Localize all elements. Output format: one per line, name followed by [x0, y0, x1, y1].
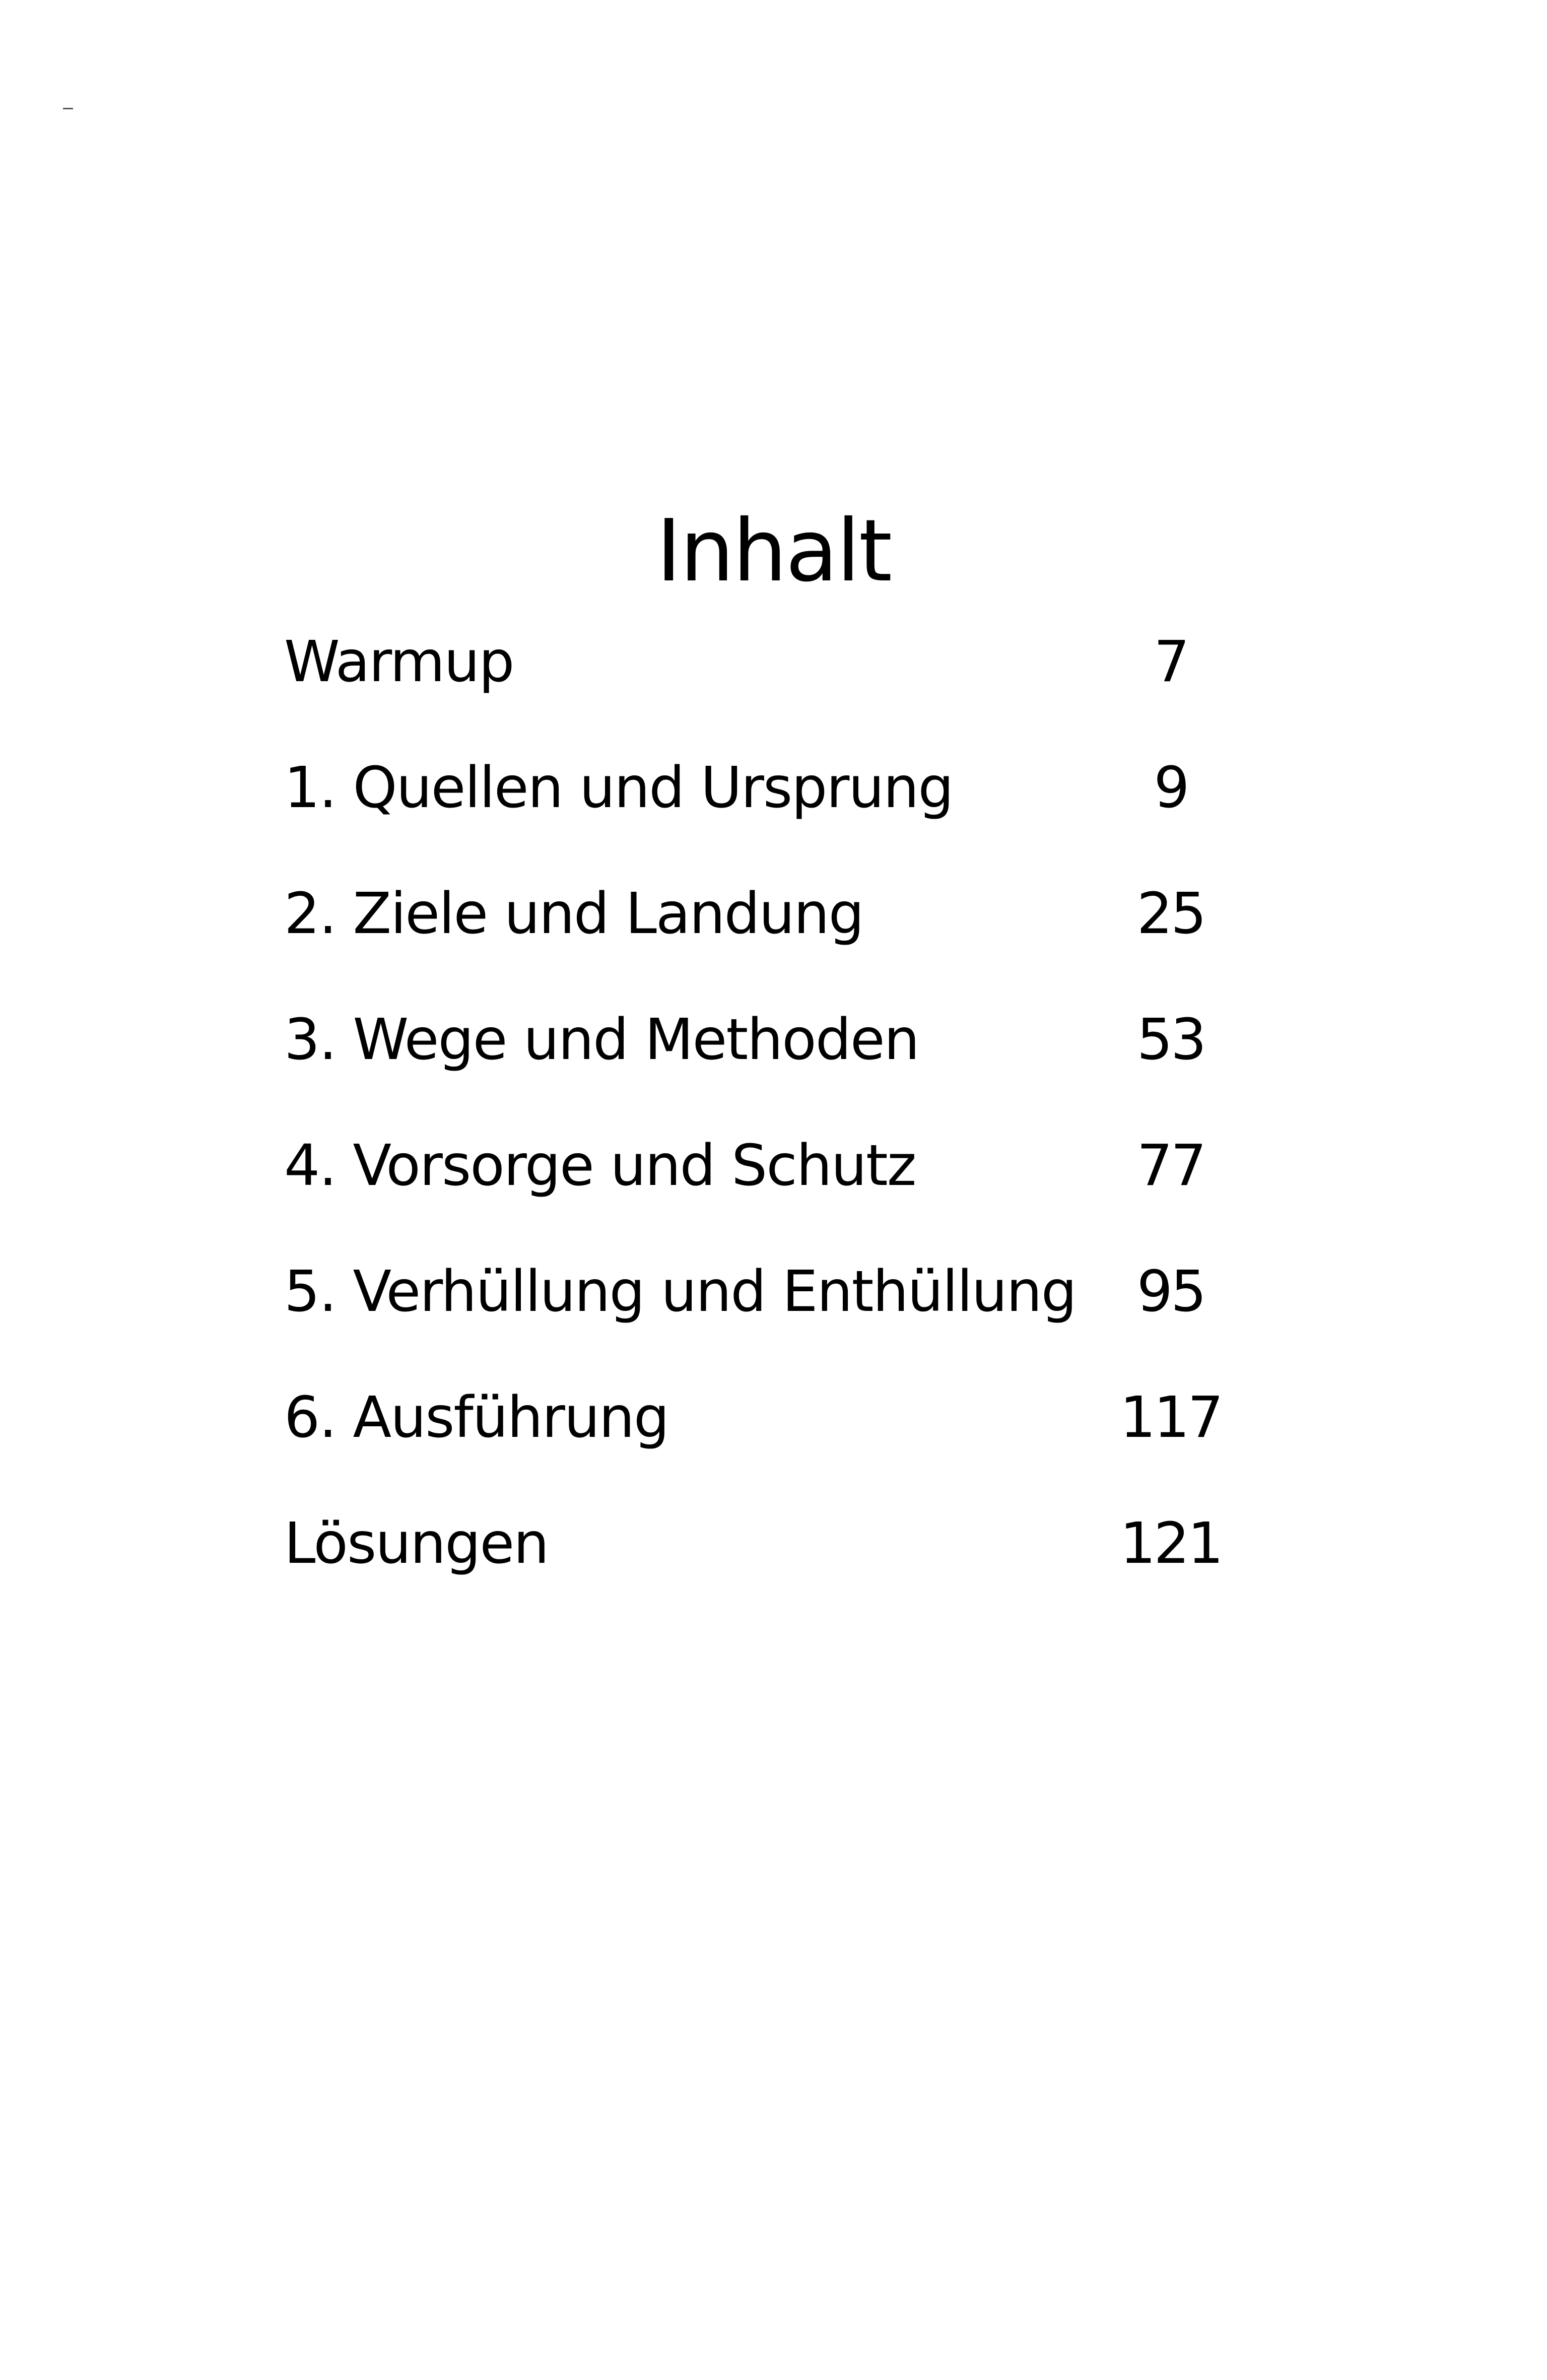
toc-entry-label: 2. Ziele und Landung: [284, 881, 863, 947]
toc-entry-chapter-1[interactable]: [284, 748, 1241, 874]
toc-entry-label: Warmup: [284, 629, 514, 695]
toc-entry-label: 5. Verhüllung und Enthüllung: [284, 1259, 1076, 1325]
toc-entry-page-number: 95: [1136, 1259, 1205, 1325]
toc-entry-page-number: 121: [1120, 1511, 1222, 1576]
toc-entry-chapter-3[interactable]: [284, 1000, 1241, 1126]
toc-entry-label: 1. Quellen und Ursprung: [284, 755, 953, 821]
toc-entry-label: 3. Wege und Methoden: [284, 1007, 919, 1073]
toc-entry-page-number: 77: [1136, 1133, 1205, 1199]
toc-entry-warmup[interactable]: [284, 622, 1241, 748]
corner-mark: [63, 108, 73, 109]
toc-entry-label: 4. Vorsorge und Schutz: [284, 1133, 916, 1199]
toc-entry-label: 6. Ausführung: [284, 1385, 668, 1450]
toc-entry-page-number: 9: [1154, 755, 1188, 821]
toc-entry-page-number: 7: [1154, 629, 1188, 695]
toc-entry-page-number: 53: [1136, 1007, 1205, 1073]
toc-entry-label: Lösungen: [284, 1511, 549, 1576]
toc-entry-chapter-2[interactable]: [284, 874, 1241, 1000]
toc-entry-solutions[interactable]: [284, 1503, 1241, 1629]
toc-entry-chapter-6[interactable]: [284, 1377, 1241, 1503]
page-title: Inhalt: [656, 501, 891, 601]
table-of-contents: [284, 622, 1241, 1629]
toc-entry-chapter-5[interactable]: [284, 1251, 1241, 1377]
toc-entry-chapter-4[interactable]: [284, 1126, 1241, 1251]
toc-entry-page-number: 25: [1136, 881, 1205, 947]
toc-entry-page-number: 117: [1120, 1385, 1222, 1450]
